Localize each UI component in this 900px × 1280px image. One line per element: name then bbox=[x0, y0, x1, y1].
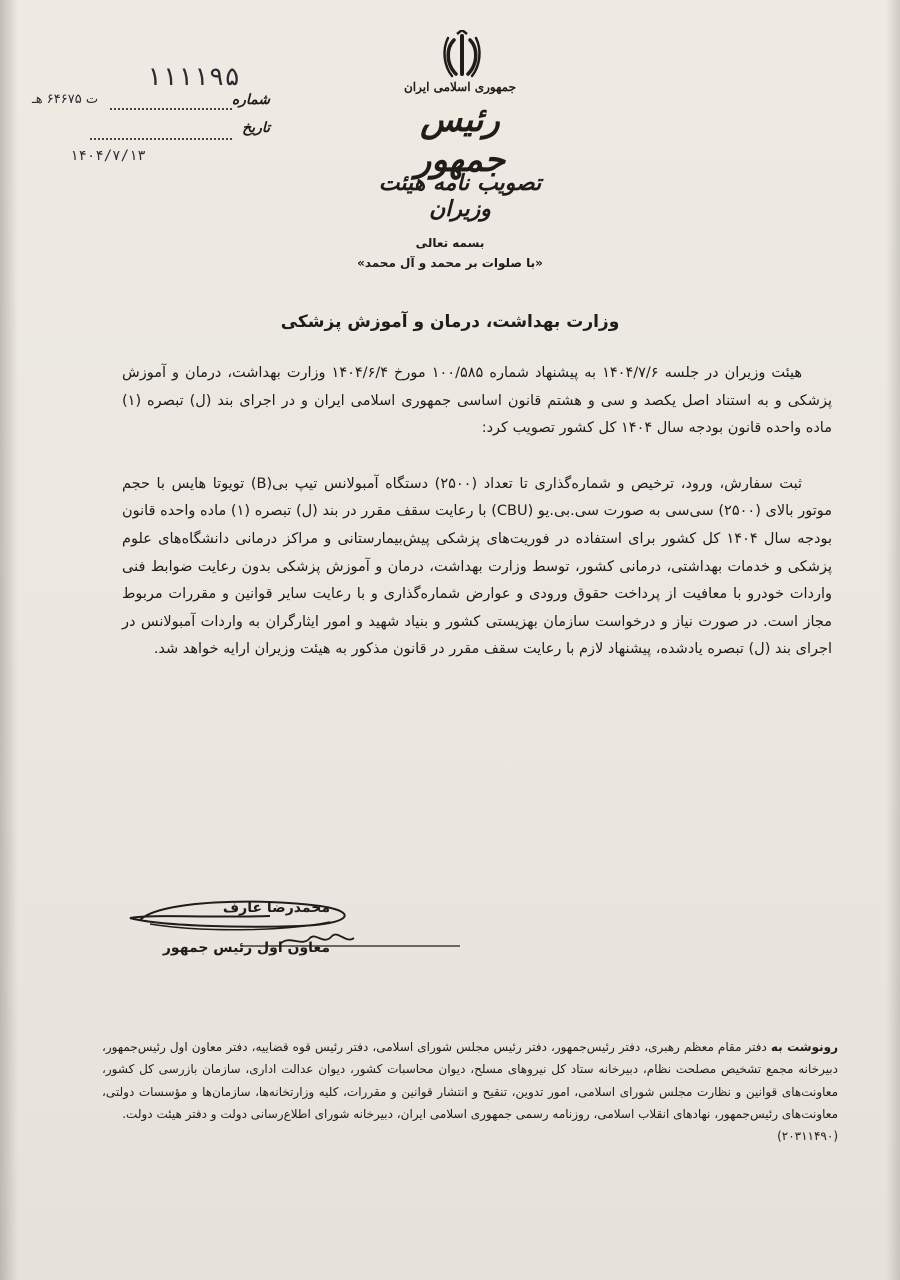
document-meta bbox=[30, 62, 270, 172]
document-number: ۱۱۱۱۹۵ bbox=[146, 62, 240, 92]
date-label: تاریخ bbox=[242, 120, 270, 136]
addressee: وزارت بهداشت، درمان و آموزش پزشکی bbox=[280, 312, 620, 332]
number-label: شماره bbox=[231, 92, 270, 108]
page-shadow-left bbox=[0, 0, 18, 1280]
page-shadow-right bbox=[886, 0, 900, 1280]
signatory-name: محمدرضا عارف bbox=[222, 900, 330, 916]
bismillah: بسمه تعالی bbox=[415, 236, 485, 250]
resolution-body bbox=[122, 360, 832, 664]
document-code: ت ۶۴۶۷۵ هـ bbox=[32, 92, 99, 107]
copies-list bbox=[102, 1036, 838, 1147]
copies-recipients: دفتر مقام معظم رهبری، دفتر رئیس‌جمهور، دفتر رئیس مجلس شورای اسلامی، دفتر رئیس قوه قضاییه، دفتر معاون اول رئیس‌جمهور، دبیرخانه مجمع تشخیص مصلحت نظام، دبیرخانه ستاد کل نیروهای مسلح، دیوان محاسبات کشور، دیوان عدالت اداری، سازمان بازرسی کل کشور، معاونت‌های قوانین و نظارت مجلس شورای اسلامی، امور تدوین، تنقیح و انتشار قوانین و مقررات، کلیه وزارتخانه‌ها، سازمان‌ها و مؤسسات دولتی، معاونت‌های رئیس‌جمهور، نهادهای انقلاب اسلامی، روزنامه رسمی جمهوری اسلامی ایران، دبیرخانه شورای اطلاع‌رسانی دولت و دفتر هیئت دولت. bbox=[102, 1040, 838, 1121]
signatory-title: معاون اول رئیس جمهور bbox=[162, 940, 330, 956]
document-date: ۱۴۰۴/۷/۱۳ bbox=[70, 148, 146, 164]
copies-reference: (۲۰۳۱۱۴۹۰) bbox=[777, 1129, 838, 1144]
body-paragraph-1: هیئت وزیران در جلسه ۱۴۰۴/۷/۶ به پیشنهاد شماره ۱۰۰/۵۸۵ مورخ ۱۴۰۴/۶/۴ وزارت بهداشت، درمان و آموزش پزشکی و به استناد اصل یکصد و سی و هشتم قانون اساسی جمهوری اسلامی ایران و در اجرای بند (ل) تبصره (۱) ماده واحده قانون بودجه سال ۱۴۰۴ کل کشور تصویب کرد: bbox=[122, 365, 832, 437]
salawat: «با صلوات بر محمد و آل محمد» bbox=[357, 256, 543, 270]
number-dotted-line bbox=[110, 108, 232, 110]
copies-lead: رونوشت به bbox=[770, 1040, 838, 1054]
iran-emblem-icon bbox=[440, 30, 484, 80]
body-paragraph-2: ثبت سفارش، ورود، ترخیص و شماره‌گذاری تا تعداد (۲۵۰۰) دستگاه آمبولانس تیپ بی(B) تویوتا هایس با حجم موتور بالای (۲۵۰۰) سی‌سی به صورت سی.بی.یو (CBU) با رعایت سقف مقرر در بند (ل) تبصره (۱) ماده واحده قانون بودجه سال ۱۴۰۴ کل کشور برای استفاده در فوریت‌های پزشکی پیش‌بیمارستانی و مراکز درمانی دانشگاه‌های علوم پزشکی و خدمات بهداشتی، درمانی کشور، توسط وزارت بهداشت، درمان و آموزش پزشکی بدون رعایت ضوابط فنی واردات خودرو با معافیت از پرداخت حقوق ورودی و عوارض شماره‌گذاری و با رعایت سایر قوانین و مقررات مربوط مجاز است. در صورت نیاز و درخواست سازمان بهزیستی کشور و بنیاد شهید و امور ایثارگران به واردات آمبولانس در اجرای بند (ل) تبصره یادشده، پیشنهاد لازم با رعایت سقف مقرر در قانون مذکور به هیئت وزیران ارایه خواهد شد. bbox=[122, 475, 833, 658]
date-dotted-line bbox=[90, 138, 232, 140]
header-resolution-title: تصویب نامه هیئت وزیران bbox=[378, 170, 542, 222]
header-country: جمهوری اسلامی ایران bbox=[403, 80, 517, 94]
header-office: رئیس جمهور bbox=[414, 100, 506, 180]
